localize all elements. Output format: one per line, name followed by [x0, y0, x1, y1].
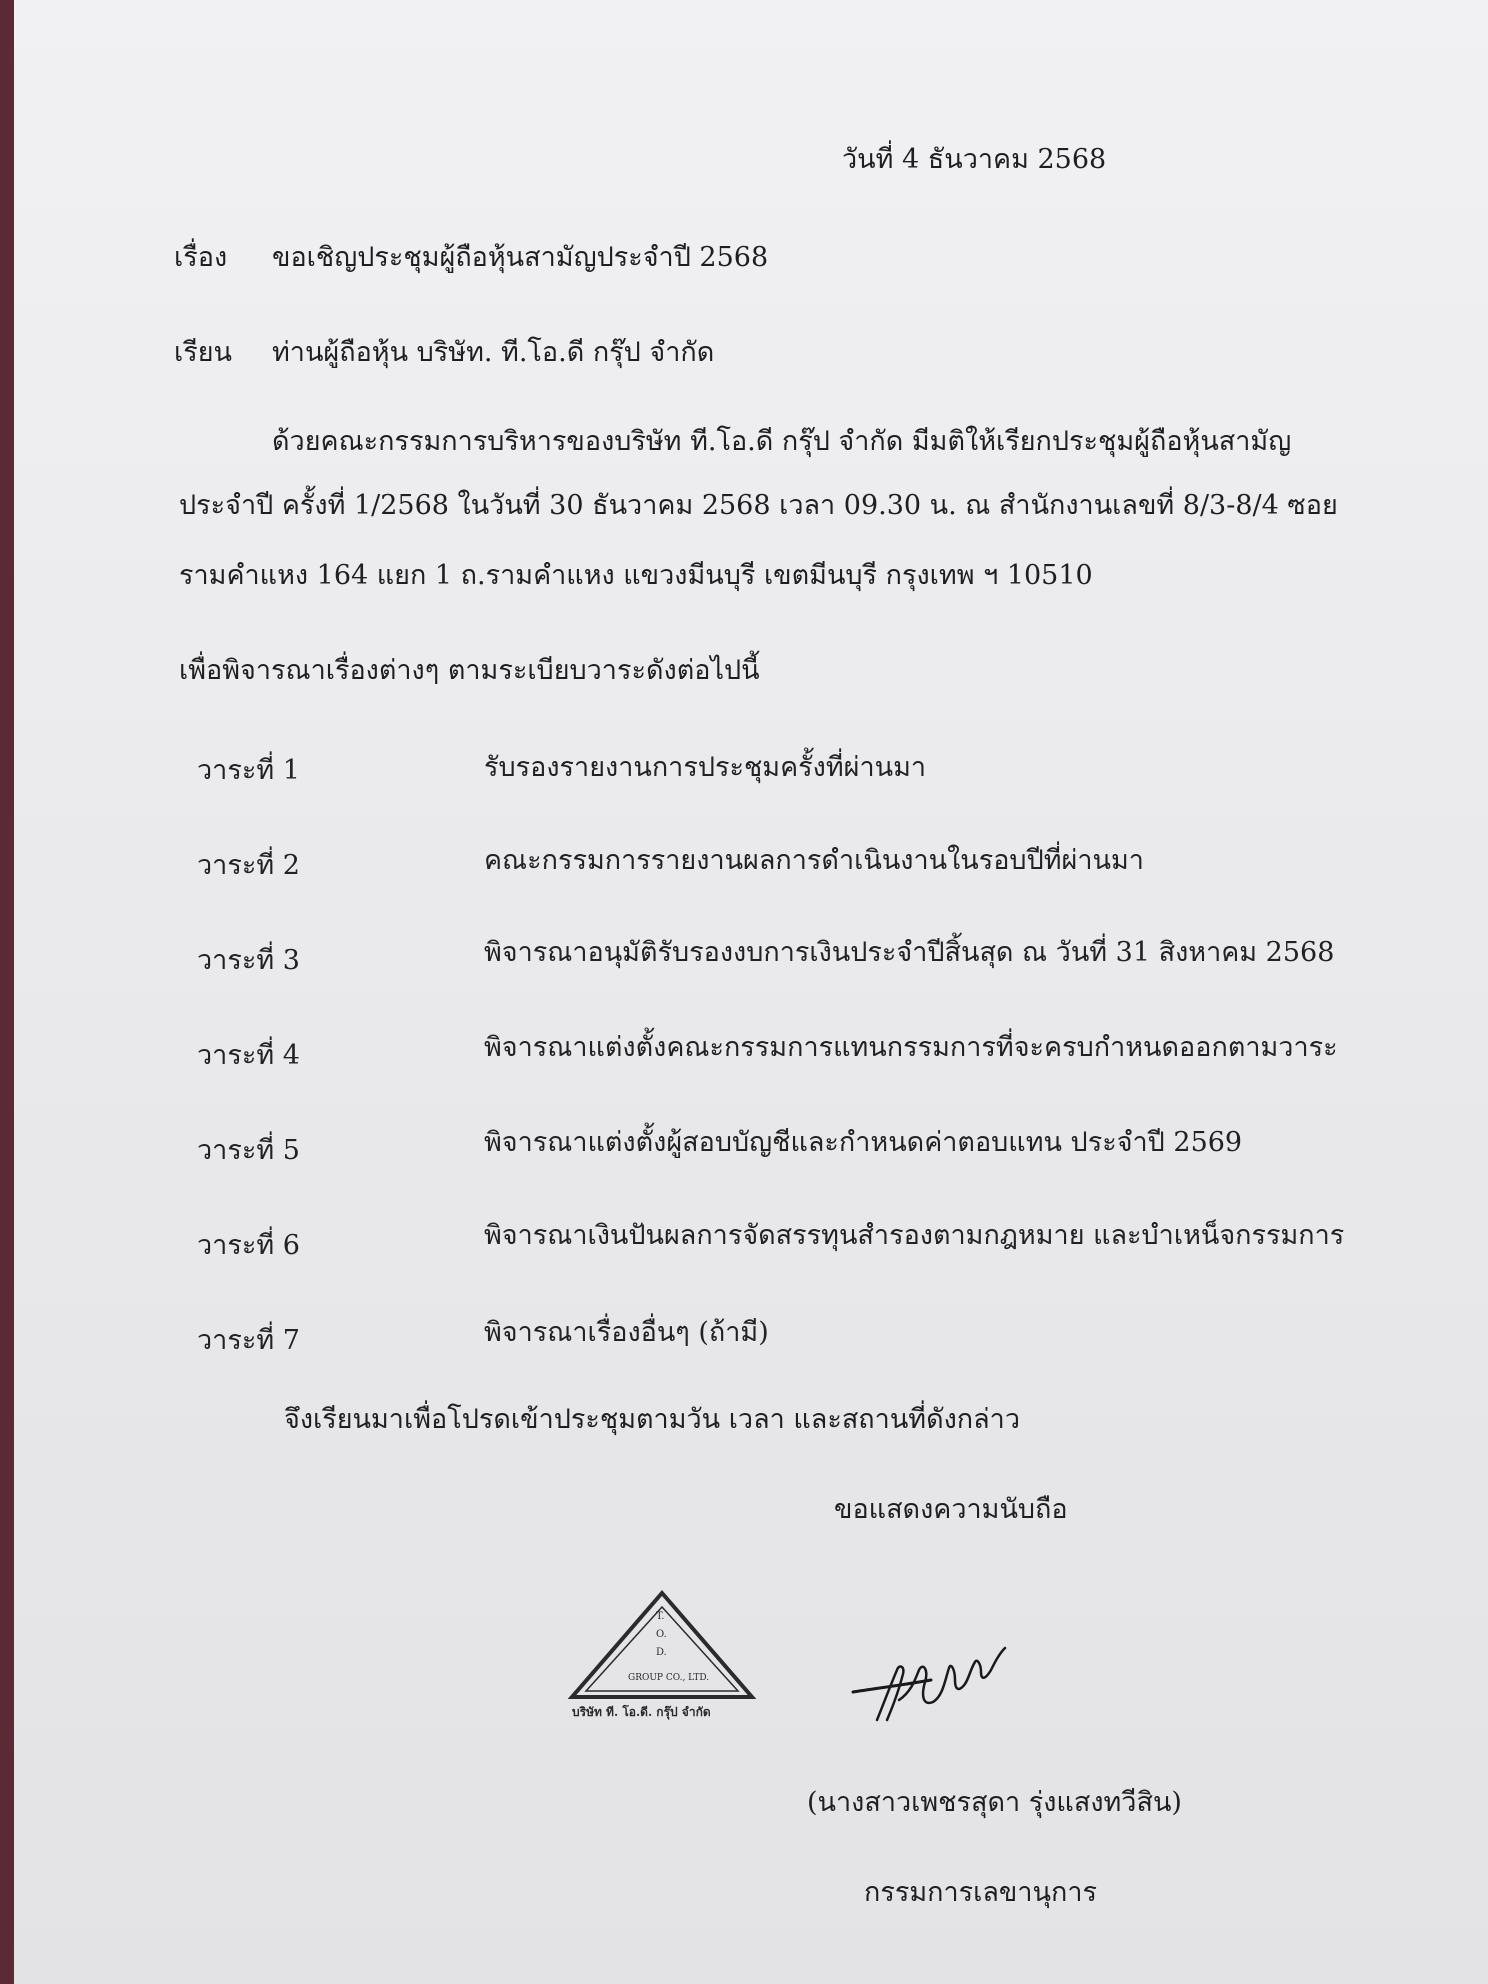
- seal-bottom-text: บริษัท ที. โอ.ดี. กรุ๊ป จำกัด: [572, 1705, 711, 1719]
- subject-label: เรื่อง: [174, 242, 228, 273]
- agenda-text: พิจารณาอนุมัติรับรองงบการเงินประจำปีสิ้นสุด ณ วันที่ 31 สิงหาคม 2568: [484, 937, 1335, 968]
- recipient-label: เรียน: [174, 337, 233, 368]
- letter-page: [14, 0, 1488, 1984]
- agenda-text: รับรองรายงานการประชุมครั้งที่ผ่านมา: [484, 752, 927, 783]
- signature-icon: [849, 1640, 1014, 1730]
- agenda-text: พิจารณาเงินปันผลการจัดสรรทุนสำรองตามกฎหมาย และบำเหน็จกรรมการ: [484, 1220, 1345, 1251]
- agenda-text: พิจารณาแต่งตั้งคณะกรรมการแทนกรรมการที่จะครบกำหนดออกตามวาระ: [484, 1032, 1338, 1063]
- agenda-label: วาระที่ 6: [197, 1230, 300, 1261]
- seal-letter: T.: [656, 1611, 665, 1622]
- signature: [849, 1640, 1014, 1730]
- letter-date: วันที่ 4 ธันวาคม 2568: [842, 144, 1107, 175]
- company-seal: [562, 1585, 762, 1735]
- agenda-label: วาระที่ 2: [197, 850, 300, 881]
- agenda-label: วาระที่ 5: [197, 1135, 300, 1166]
- seal-inner-text: GROUP CO., LTD.: [628, 1673, 710, 1683]
- agenda-label: วาระที่ 4: [197, 1040, 300, 1071]
- agenda-label: วาระที่ 3: [197, 945, 300, 976]
- agenda-text: พิจารณาแต่งตั้งผู้สอบบัญชีและกำหนดค่าตอบแทน ประจำปี 2569: [484, 1127, 1243, 1158]
- agenda-label: วาระที่ 7: [197, 1325, 300, 1356]
- agenda-text: พิจารณาเรื่องอื่นๆ (ถ้ามี): [484, 1317, 769, 1348]
- agenda-label: วาระที่ 1: [197, 755, 300, 786]
- signer-title: กรรมการเลขานุการ: [864, 1877, 1098, 1908]
- closing-text: จึงเรียนมาเพื่อโปรดเข้าประชุมตามวัน เวลา และสถานที่ดังกล่าว: [284, 1404, 1021, 1435]
- recipient-text: ท่านผู้ถือหุ้น บริษัท. ที.โอ.ดี กรุ๊ป จำกัด: [272, 337, 715, 368]
- agenda-text: คณะกรรมการรายงานผลการดำเนินงานในรอบปีที่ผ่านมา: [484, 845, 1144, 876]
- regards-text: ขอแสดงความนับถือ: [834, 1494, 1068, 1525]
- body-line: ด้วยคณะกรรมการบริหารของบริษัท ที.โอ.ดี กรุ๊ป จำกัด มีมติให้เรียกประชุมผู้ถือหุ้นสามัญ: [272, 426, 1292, 457]
- signer-name: (นางสาวเพชรสุดา รุ่งแสงทวีสิน): [807, 1787, 1182, 1818]
- body-line: รามคำแหง 164 แยก 1 ถ.รามคำแหง แขวงมีนบุรี เขตมีนบุรี กรุงเทพ ฯ 10510: [179, 560, 1093, 591]
- body-line: ประจำปี ครั้งที่ 1/2568 ในวันที่ 30 ธันวาคม 2568 เวลา 09.30 น. ณ สำนักงานเลขที่ 8/3-8/4 ซอย: [179, 490, 1338, 521]
- seal-letter: O.: [656, 1629, 667, 1640]
- subject-text: ขอเชิญประชุมผู้ถือหุ้นสามัญประจำปี 2568: [272, 242, 769, 273]
- agenda-intro: เพื่อพิจารณาเรื่องต่างๆ ตามระเบียบวาระดังต่อไปนี้: [179, 655, 760, 686]
- seal-letter: D.: [656, 1647, 667, 1658]
